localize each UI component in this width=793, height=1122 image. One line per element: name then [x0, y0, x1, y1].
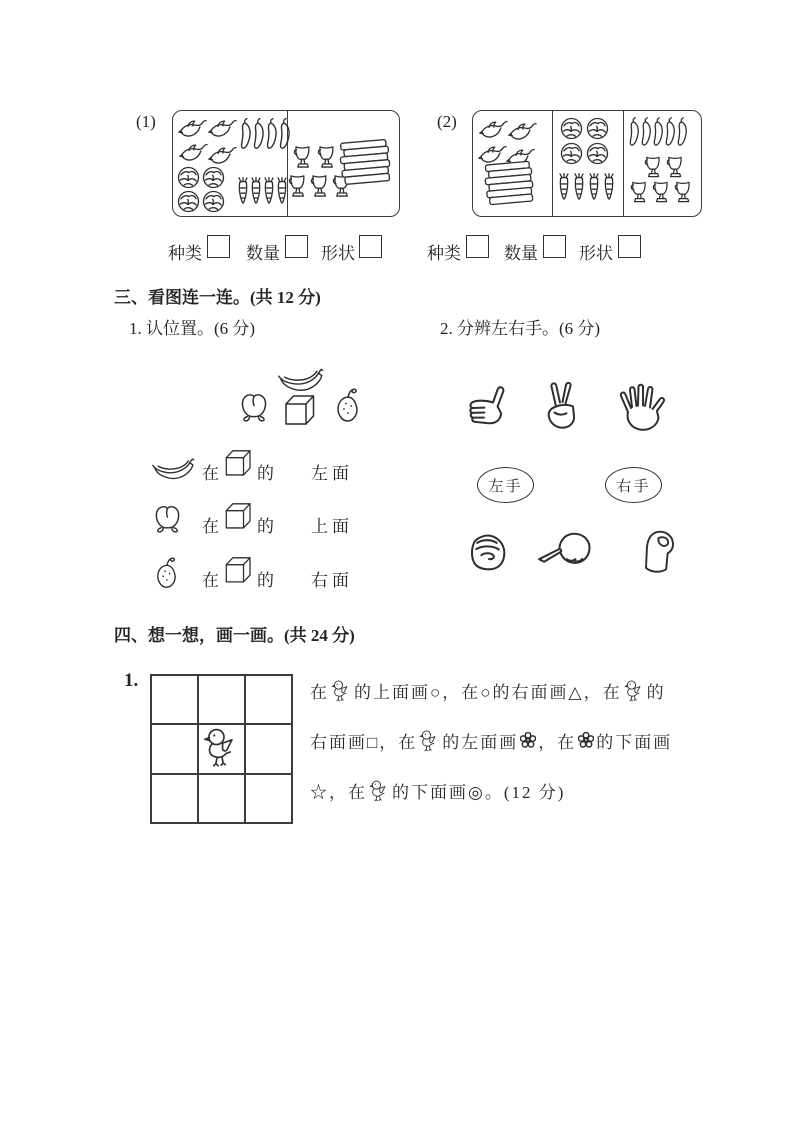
kind-answer-box[interactable]	[466, 235, 489, 258]
section-four-heading: 四、想一想，画一画。(共 24 分)	[114, 626, 355, 645]
pepper-icon	[676, 116, 688, 147]
item-1-number: (1)	[136, 112, 156, 131]
flower-icon	[578, 732, 594, 748]
cup-icon	[288, 173, 309, 199]
quantity-answer-box[interactable]	[543, 235, 566, 258]
answer-top-side[interactable]: 上面	[311, 517, 353, 536]
bird-icon	[507, 122, 538, 143]
pointing-hand-icon[interactable]	[536, 525, 595, 571]
instruction-line-3	[310, 774, 565, 806]
shape-answer-box[interactable]	[359, 235, 382, 258]
quantity-answer-box[interactable]	[285, 235, 308, 258]
zai-text: 在	[202, 464, 219, 483]
hands-task-heading: 2. 分辨左右手。(6 分)	[440, 319, 601, 338]
peach-icon[interactable]	[153, 503, 182, 534]
cabbage-icon	[202, 166, 225, 189]
instruction-text: 右面画□，在	[310, 732, 418, 752]
chick-icon	[419, 729, 440, 752]
pepper-icon	[252, 117, 265, 150]
de-text: 的	[257, 571, 274, 590]
pepper-icon	[652, 116, 664, 147]
bird-icon	[207, 146, 238, 167]
chick-icon	[624, 679, 645, 702]
quantity-label: 数量	[246, 244, 280, 263]
answer-left-side[interactable]: 左面	[311, 464, 353, 483]
carrot-icon	[275, 176, 289, 206]
carrot-icon	[602, 172, 616, 202]
cabbage-icon	[560, 142, 583, 165]
pepper-icon	[664, 116, 676, 147]
kind-label: 种类	[168, 244, 202, 263]
grid-cell[interactable]	[245, 774, 292, 823]
grid-cell[interactable]	[198, 675, 245, 724]
cabbage-icon	[560, 117, 583, 140]
kind-answer-box[interactable]	[207, 235, 230, 258]
pepper-icon	[278, 117, 291, 150]
bird-icon	[177, 119, 208, 140]
de-text: 的	[257, 517, 274, 536]
banana-icon	[277, 365, 325, 394]
instruction-text: ，在	[538, 732, 577, 752]
de-text: 的	[257, 464, 274, 483]
carrot-icon	[587, 172, 601, 202]
cup-icon	[310, 173, 331, 199]
instruction-line-1	[310, 674, 666, 706]
cube-icon	[222, 447, 253, 477]
right-hand-label[interactable]	[605, 467, 662, 503]
quantity-label: 数量	[504, 244, 538, 263]
cup-icon	[630, 180, 650, 204]
cube-icon	[281, 392, 317, 426]
chick-icon	[331, 679, 352, 702]
kind-label: 种类	[427, 244, 461, 263]
grid-cell[interactable]	[198, 774, 245, 823]
cup-icon	[293, 144, 314, 170]
instruction-text: 的	[646, 682, 666, 702]
item-number: 1.	[124, 670, 139, 691]
grid-cell[interactable]	[245, 675, 292, 724]
open-palm-hand-icon[interactable]	[613, 382, 677, 436]
carrot-icon	[262, 176, 276, 206]
cabbage-icon	[177, 166, 200, 189]
instruction-line-2	[310, 724, 672, 756]
cupped-hand-icon[interactable]	[639, 529, 677, 577]
instruction-text: 的左面画	[442, 732, 519, 752]
cube-icon	[222, 500, 253, 530]
cup-icon	[666, 155, 686, 179]
pepper-icon	[265, 117, 278, 150]
answer-right-side[interactable]: 右面	[311, 571, 353, 590]
banana-icon[interactable]	[150, 455, 197, 482]
shape-answer-box[interactable]	[618, 235, 641, 258]
pepper-icon	[628, 116, 640, 147]
zai-text: 在	[202, 517, 219, 536]
cube-icon	[222, 554, 253, 584]
pear-icon	[333, 388, 361, 424]
grid-cell[interactable]	[151, 774, 198, 823]
right-hand-text: 右手	[616, 478, 651, 495]
flower-icon	[520, 732, 536, 748]
instruction-text: 的下面画	[596, 732, 673, 752]
pepper-icon	[239, 117, 252, 150]
carrot-icon	[249, 176, 263, 206]
carrot-icon	[236, 176, 250, 206]
pear-icon[interactable]	[153, 557, 179, 590]
left-hand-label[interactable]	[477, 467, 534, 503]
chick-icon	[203, 726, 241, 768]
section-three-heading: 三、看图连一连。(共 12 分)	[114, 288, 321, 307]
shape-label: 形状	[321, 244, 355, 263]
grid-cell[interactable]	[151, 724, 198, 773]
victory-hand-icon[interactable]	[541, 379, 585, 438]
cup-icon	[644, 155, 664, 179]
instruction-text: 在	[310, 682, 329, 702]
bird-icon	[178, 143, 209, 164]
zai-text: 在	[202, 571, 219, 590]
compartment-divider	[552, 111, 553, 216]
instruction-text: ☆，在	[310, 782, 367, 802]
item-2-number: (2)	[437, 112, 457, 131]
cabbage-icon	[586, 117, 609, 140]
chick-icon	[369, 779, 390, 802]
book-stack-icon	[336, 136, 394, 192]
left-hand-text: 左手	[488, 478, 523, 495]
cup-icon	[674, 180, 694, 204]
peach-icon	[239, 391, 269, 423]
thumbs-up-hand-icon[interactable]	[464, 382, 519, 439]
cabbage-icon	[202, 190, 225, 213]
grid-cell[interactable]	[245, 724, 292, 773]
pepper-icon	[640, 116, 652, 147]
position-task-heading: 1. 认位置。(6 分)	[129, 319, 256, 338]
book-stack-icon	[481, 158, 537, 212]
bird-icon	[207, 119, 238, 140]
cup-icon	[317, 144, 338, 170]
instruction-text: 的下面画◎。(12 分)	[392, 782, 566, 802]
carrot-icon	[557, 172, 571, 202]
fist-hand-icon[interactable]	[465, 522, 510, 576]
carrot-icon	[572, 172, 586, 202]
grid-cell[interactable]	[151, 675, 198, 724]
cabbage-icon	[177, 190, 200, 213]
cup-icon	[652, 180, 672, 204]
instruction-text: 的上面画○，在○的右面画△，在	[354, 682, 622, 702]
bird-icon	[478, 120, 509, 141]
cabbage-icon	[586, 142, 609, 165]
compartment-divider	[623, 111, 624, 216]
shape-label: 形状	[579, 244, 613, 263]
